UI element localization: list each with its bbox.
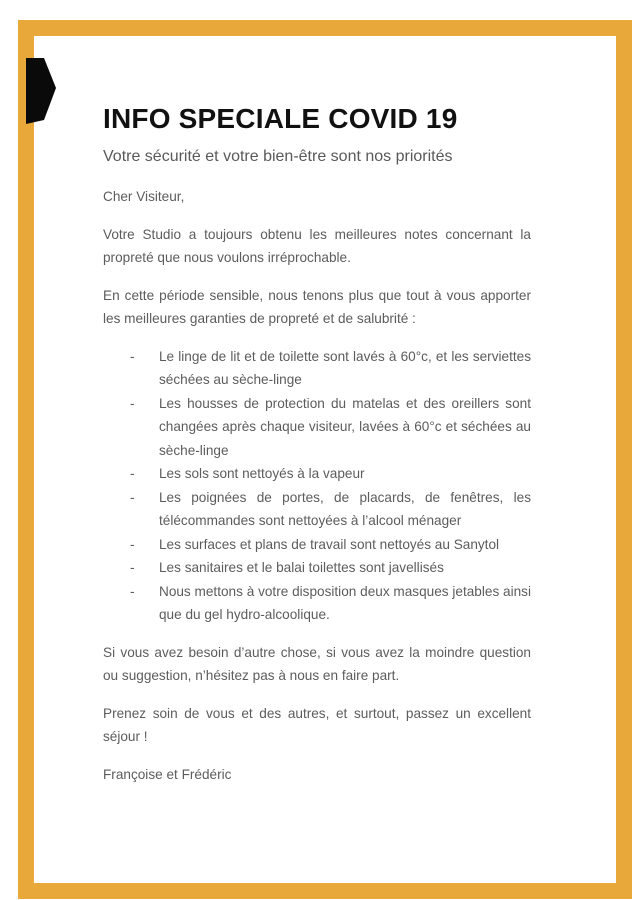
page-subtitle: Votre sécurité et votre bien-être sont nos priorités: [103, 148, 453, 165]
list-item: - Les housses de protection du matelas et des oreillers sont changées après chaque visiteur, lavées à 60°c et séchées au sèche-linge: [103, 392, 531, 463]
list-item: - Les sols sont nettoyés à la vapeur: [103, 462, 531, 486]
list-item: - Les sanitaires et le balai toilettes sont javellisés: [103, 556, 531, 580]
bullet-dash: -: [130, 489, 135, 505]
greeting: Cher Visiteur,: [103, 189, 185, 204]
paragraph-guarantees: En cette période sensible, nous tenons plus que tout à vous apporter les meilleures garanties de propreté et de salubrité :: [103, 287, 531, 326]
bullet-dash: -: [130, 466, 135, 481]
list-item: - Les surfaces et plans de travail sont nettoyés au Sanytol: [103, 533, 531, 557]
bullet-dash: -: [130, 560, 135, 575]
signature: Françoise et Frédéric: [103, 766, 232, 782]
list-item: - Les poignées de portes, de placards, de fenêtres, les télécommandes sont nettoyées à l’alcool ménager: [103, 486, 531, 533]
page-title: INFO SPECIALE COVID 19: [103, 103, 458, 134]
paragraph-closing: Prenez soin de vous et des autres, et surtout, passez un excellent séjour !: [103, 705, 531, 744]
list-item: - Le linge de lit et de toilette sont lavés à 60°c, et les serviettes séchées au sèche-linge: [103, 345, 531, 392]
bullet-dash: -: [130, 348, 135, 364]
document-content: [103, 100, 531, 786]
bullet-dash: -: [130, 536, 135, 552]
paragraph-contact: Si vous avez besoin d’autre chose, si vous avez la moindre question ou suggestion, n’hésitez pas à nous en faire part.: [103, 644, 531, 683]
black-tab-marker-icon: [26, 58, 56, 128]
cleaning-measures-list: [103, 345, 531, 627]
bullet-dash: -: [130, 395, 135, 411]
list-item: - Nous mettons à votre disposition deux masques jetables ainsi que du gel hydro-alcoolique.: [103, 580, 531, 627]
paragraph-intro: Votre Studio a toujours obtenu les meilleures notes concernant la propreté que nous voulons irréprochable.: [103, 226, 531, 265]
bullet-dash: -: [130, 583, 135, 599]
